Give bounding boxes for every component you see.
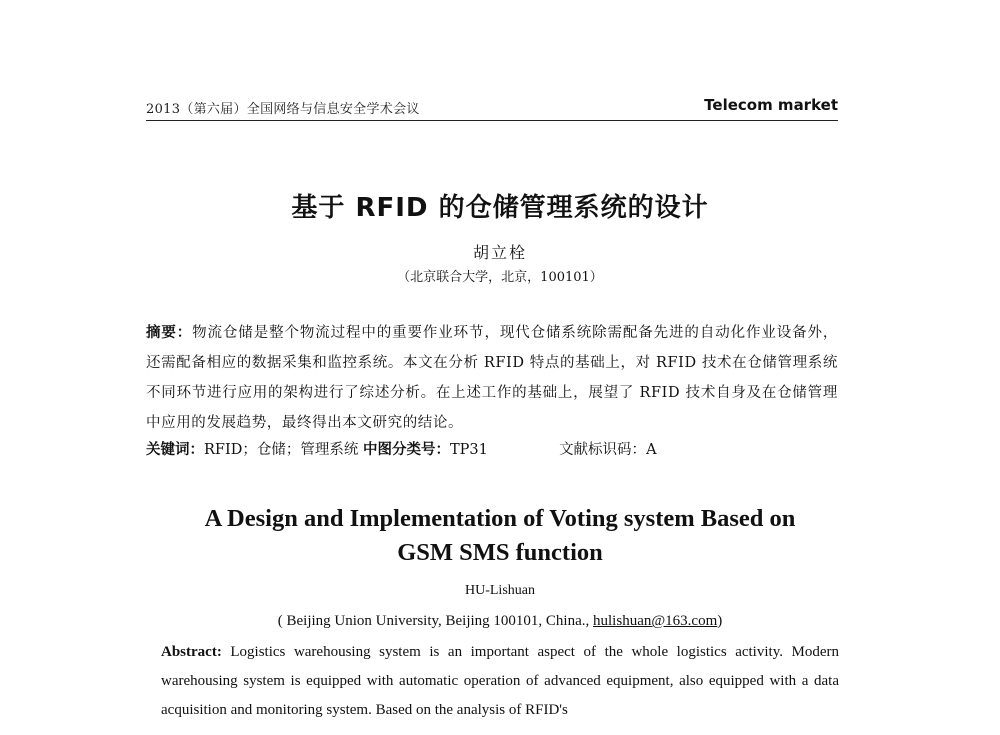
chinese-abstract-label: 摘要：	[146, 325, 193, 341]
chinese-affiliation: （北京联合大学，北京，100101）	[397, 270, 603, 285]
clc-value: TP31	[449, 442, 488, 458]
clc-label: 中图分类号：	[362, 442, 450, 458]
english-abstract-label: Abstract:	[161, 644, 222, 660]
chinese-author: 胡立栓	[472, 243, 527, 262]
email-link[interactable]: hulishuan@163.com	[593, 613, 718, 629]
english-affiliation-close: )	[717, 613, 723, 629]
header-rule	[146, 120, 838, 121]
keywords-label: 关键词：	[146, 442, 204, 458]
english-abstract-text: Logistics warehousing system is an important aspect of the whole logistics activity. Modern warehousing system is equipped with automatic operation of advanced equipment, also equipped with a data acquisition and monitoring system. Based on the analysis of RFID's	[161, 644, 840, 718]
english-author: HU-Lishuan	[465, 583, 535, 598]
english-title-line-2: GSM SMS function	[397, 539, 603, 566]
doc-code-value: A	[646, 442, 657, 458]
journal-name: Telecom market	[704, 96, 838, 114]
doc-code-label: 文献标识码：	[559, 442, 647, 458]
chinese-title: 基于 RFID 的仓储管理系统的设计	[291, 193, 709, 223]
english-title-line-1: A Design and Implementation of Voting system Based on	[204, 505, 796, 532]
running-header	[146, 96, 838, 120]
english-affiliation-text: ( Beijing Union University, Beijing 100101, China.,	[277, 613, 594, 629]
english-title	[0, 502, 1000, 570]
english-abstract	[161, 638, 839, 725]
conference-name: 2013（第六届）全国网络与信息安全学术会议	[146, 102, 420, 117]
chinese-keywords-line	[146, 438, 838, 462]
chinese-abstract-text: 物流仓储是整个物流过程中的重要作业环节，现代仓储系统除需配备先进的自动化作业设备外，还需配备相应的数据采集和监控系统。本文在分析 RFID 特点的基础上，对 RFID 技术在仓储管理系统不同环节进行应用的架构进行了综述分析。在上述工作的基础上，展望了 RFID 技术自身及在仓储管理中应用的发展趋势，最终得出本文研究的结论。	[146, 325, 838, 431]
keywords-value: RFID；仓储；管理系统	[204, 442, 359, 458]
chinese-abstract	[146, 318, 838, 438]
english-affiliation	[0, 613, 1000, 630]
